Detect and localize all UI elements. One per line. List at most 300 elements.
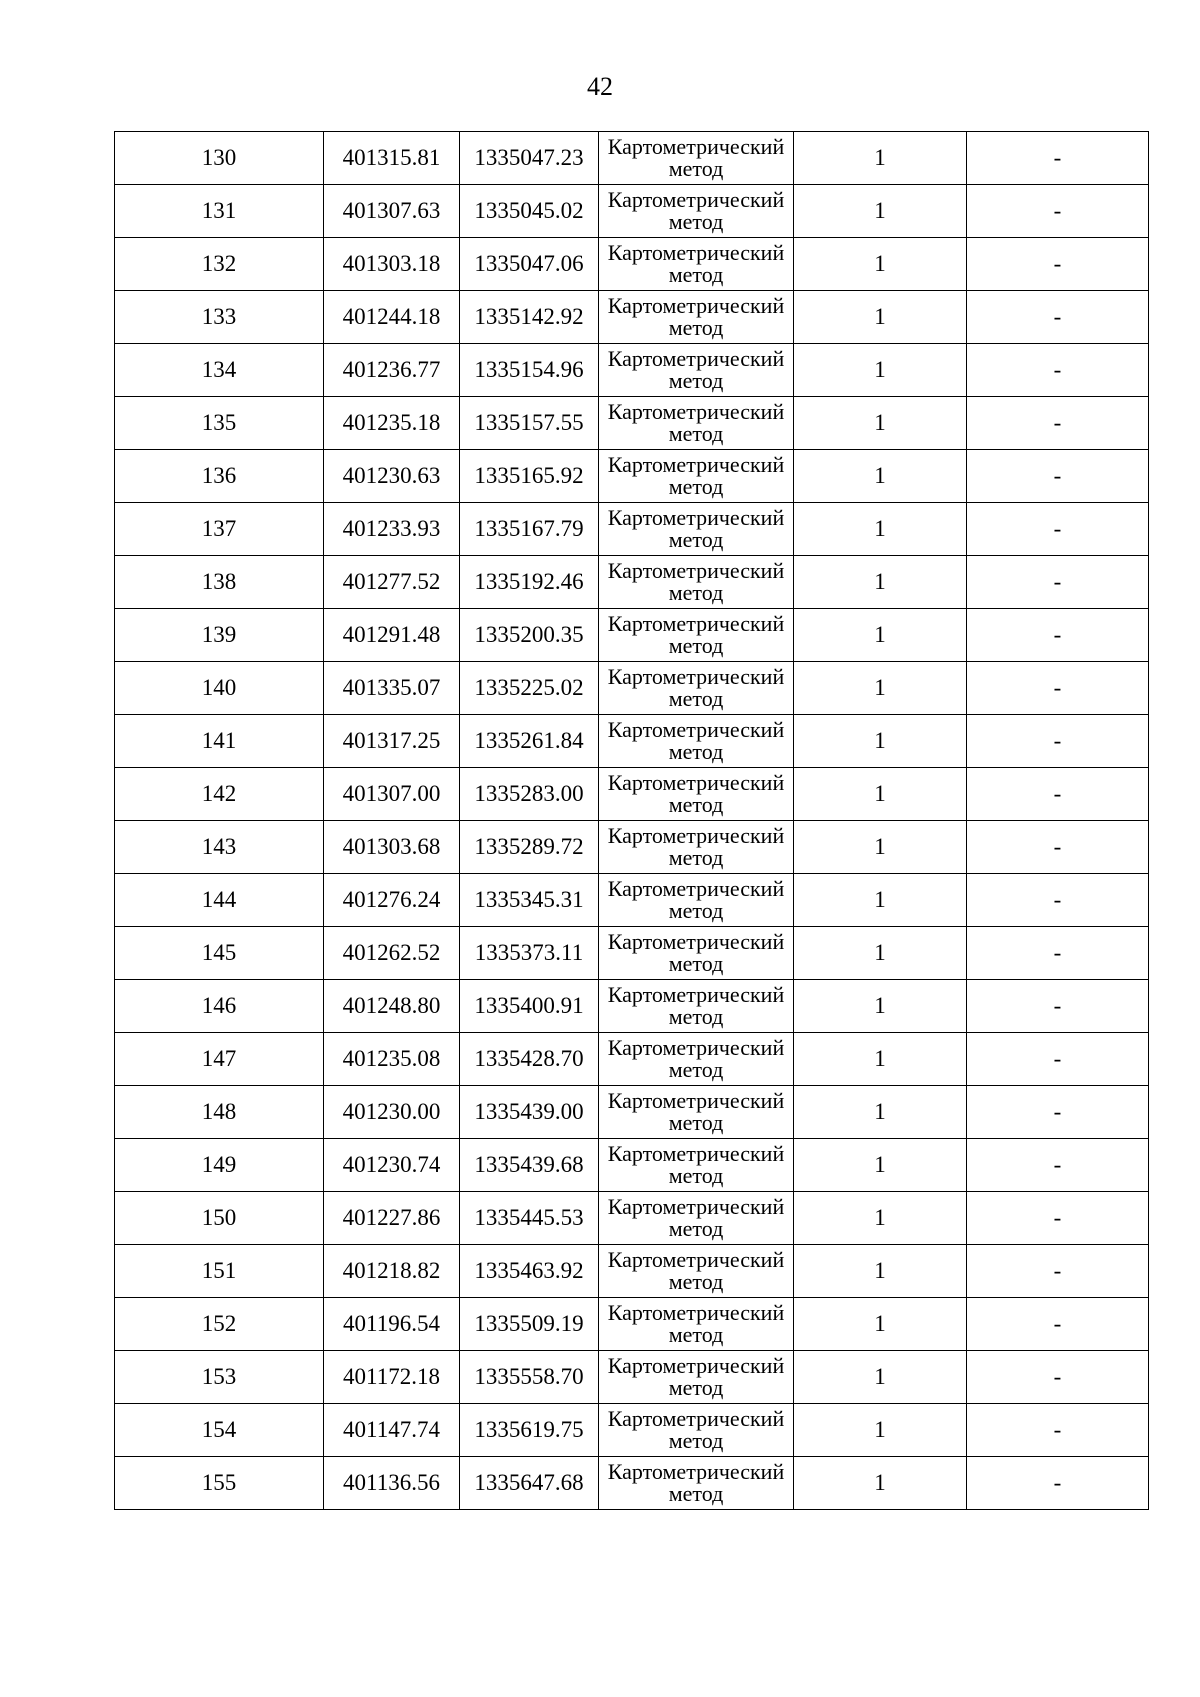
point-number-cell	[115, 874, 324, 927]
y-coordinate-cell	[460, 927, 599, 980]
method-line-2: метод	[668, 1057, 724, 1082]
y-value: 1335428.70	[474, 1046, 584, 1071]
note-value: -	[1053, 198, 1062, 223]
method-line-2: метод	[668, 792, 724, 817]
method-line-1: Картометрический	[607, 611, 785, 636]
note-cell	[967, 238, 1149, 291]
method-line-1: Картометрический	[607, 240, 785, 265]
y-value: 1335167.79	[474, 516, 584, 541]
y-value: 1335439.00	[474, 1099, 584, 1124]
note-value: -	[1053, 1258, 1062, 1283]
x-coordinate-cell	[324, 556, 460, 609]
x-coordinate-cell	[324, 662, 460, 715]
note-value: -	[1053, 1417, 1062, 1442]
method-line-2: метод	[668, 739, 724, 764]
y-coordinate-cell	[460, 874, 599, 927]
table-row	[115, 662, 1149, 715]
table-row	[115, 556, 1149, 609]
x-value: 401317.25	[342, 728, 441, 753]
accuracy-cell	[794, 662, 967, 715]
point-number-cell	[115, 715, 324, 768]
accuracy-cell	[794, 185, 967, 238]
y-coordinate-cell	[460, 1298, 599, 1351]
method-line-2: метод	[668, 1322, 724, 1347]
y-coordinate-cell	[460, 1139, 599, 1192]
method-cell	[599, 132, 794, 185]
y-coordinate-cell	[460, 1033, 599, 1086]
note-value: -	[1053, 1311, 1062, 1336]
point-number-cell	[115, 1139, 324, 1192]
method-cell	[599, 609, 794, 662]
method-line-2: метод	[668, 262, 724, 287]
method-line-2: метод	[668, 898, 724, 923]
accuracy-cell	[794, 768, 967, 821]
y-value: 1335463.92	[474, 1258, 584, 1283]
method-line-1: Картометрический	[607, 293, 785, 318]
note-value: -	[1053, 569, 1062, 594]
note-cell	[967, 1298, 1149, 1351]
point-value: 145	[201, 940, 237, 965]
x-value: 401248.80	[342, 993, 441, 1018]
accuracy-cell	[794, 1351, 967, 1404]
note-cell	[967, 715, 1149, 768]
y-value: 1335225.02	[474, 675, 584, 700]
accuracy-cell	[794, 1245, 967, 1298]
point-value: 154	[201, 1417, 237, 1442]
note-cell	[967, 1033, 1149, 1086]
x-coordinate-cell	[324, 980, 460, 1033]
note-value: -	[1053, 781, 1062, 806]
accuracy-cell	[794, 1404, 967, 1457]
table-row	[115, 503, 1149, 556]
x-value: 401291.48	[342, 622, 441, 647]
method-line-2: метод	[668, 1269, 724, 1294]
accuracy-value: 1	[874, 251, 886, 276]
y-coordinate-cell	[460, 556, 599, 609]
accuracy-value: 1	[874, 1205, 886, 1230]
accuracy-value: 1	[874, 1046, 886, 1071]
accuracy-value: 1	[874, 357, 886, 382]
x-coordinate-cell	[324, 1457, 460, 1510]
method-line-1: Картометрический	[607, 1141, 785, 1166]
table-row	[115, 927, 1149, 980]
note-value: -	[1053, 410, 1062, 435]
point-value: 146	[201, 993, 237, 1018]
table-row	[115, 821, 1149, 874]
table-row	[115, 1404, 1149, 1457]
note-value: -	[1053, 1046, 1062, 1071]
note-cell	[967, 662, 1149, 715]
y-coordinate-cell	[460, 344, 599, 397]
method-cell	[599, 768, 794, 821]
point-value: 140	[201, 675, 237, 700]
method-cell	[599, 291, 794, 344]
note-cell	[967, 1086, 1149, 1139]
accuracy-cell	[794, 1298, 967, 1351]
point-number-cell	[115, 291, 324, 344]
table-row	[115, 1245, 1149, 1298]
method-cell	[599, 715, 794, 768]
point-number-cell	[115, 980, 324, 1033]
table-row	[115, 1086, 1149, 1139]
method-line-2: метод	[668, 580, 724, 605]
method-line-1: Картометрический	[607, 823, 785, 848]
y-value: 1335619.75	[474, 1417, 584, 1442]
note-value: -	[1053, 251, 1062, 276]
method-line-1: Картометрический	[607, 1353, 785, 1378]
point-value: 149	[201, 1152, 237, 1177]
accuracy-cell	[794, 927, 967, 980]
point-value: 136	[201, 463, 237, 488]
method-line-1: Картометрический	[607, 505, 785, 530]
y-value: 1335400.91	[474, 993, 584, 1018]
x-coordinate-cell	[324, 344, 460, 397]
x-value: 401236.77	[342, 357, 441, 382]
point-value: 131	[201, 198, 237, 223]
method-line-1: Картометрический	[607, 1247, 785, 1272]
point-value: 134	[201, 357, 237, 382]
method-cell	[599, 1245, 794, 1298]
table-row	[115, 1298, 1149, 1351]
x-value: 401244.18	[342, 304, 441, 329]
y-value: 1335283.00	[474, 781, 584, 806]
method-line-1: Картометрический	[607, 452, 785, 477]
method-line-2: метод	[668, 1375, 724, 1400]
accuracy-cell	[794, 450, 967, 503]
accuracy-cell	[794, 238, 967, 291]
y-value: 1335373.11	[474, 940, 584, 965]
x-coordinate-cell	[324, 397, 460, 450]
method-cell	[599, 344, 794, 397]
method-line-2: метод	[668, 1481, 724, 1506]
note-value: -	[1053, 516, 1062, 541]
table-row	[115, 397, 1149, 450]
note-cell	[967, 344, 1149, 397]
point-value: 150	[201, 1205, 237, 1230]
y-value: 1335154.96	[474, 357, 584, 382]
note-cell	[967, 397, 1149, 450]
x-coordinate-cell	[324, 609, 460, 662]
x-value: 401227.86	[342, 1205, 441, 1230]
x-value: 401335.07	[342, 675, 441, 700]
x-value: 401147.74	[343, 1417, 440, 1442]
y-coordinate-cell	[460, 980, 599, 1033]
note-value: -	[1053, 1205, 1062, 1230]
table-row	[115, 874, 1149, 927]
point-value: 141	[201, 728, 237, 753]
y-coordinate-cell	[460, 1086, 599, 1139]
x-value: 401230.74	[342, 1152, 441, 1177]
x-value: 401277.52	[342, 569, 441, 594]
accuracy-cell	[794, 132, 967, 185]
point-number-cell	[115, 397, 324, 450]
note-value: -	[1053, 145, 1062, 170]
y-value: 1335647.68	[474, 1470, 584, 1495]
method-line-2: метод	[668, 1110, 724, 1135]
x-coordinate-cell	[324, 1404, 460, 1457]
point-number-cell	[115, 450, 324, 503]
x-value: 401307.00	[342, 781, 441, 806]
accuracy-value: 1	[874, 1364, 886, 1389]
method-cell	[599, 238, 794, 291]
note-cell	[967, 609, 1149, 662]
x-value: 401235.08	[342, 1046, 441, 1071]
method-cell	[599, 1086, 794, 1139]
method-cell	[599, 1351, 794, 1404]
method-line-1: Картометрический	[607, 1459, 785, 1484]
note-cell	[967, 1404, 1149, 1457]
note-value: -	[1053, 1470, 1062, 1495]
y-value: 1335445.53	[474, 1205, 584, 1230]
accuracy-value: 1	[874, 1470, 886, 1495]
y-coordinate-cell	[460, 185, 599, 238]
accuracy-cell	[794, 1457, 967, 1510]
point-number-cell	[115, 238, 324, 291]
method-line-1: Картометрический	[607, 770, 785, 795]
method-line-1: Картометрический	[607, 1035, 785, 1060]
y-coordinate-cell	[460, 821, 599, 874]
method-line-1: Картометрический	[607, 1300, 785, 1325]
x-coordinate-cell	[324, 503, 460, 556]
table-row	[115, 132, 1149, 185]
method-line-2: метод	[668, 474, 724, 499]
point-number-cell	[115, 1351, 324, 1404]
note-value: -	[1053, 1152, 1062, 1177]
accuracy-value: 1	[874, 304, 886, 329]
method-line-2: метод	[668, 1216, 724, 1241]
note-value: -	[1053, 622, 1062, 647]
accuracy-cell	[794, 1086, 967, 1139]
y-value: 1335157.55	[474, 410, 584, 435]
x-value: 401196.54	[343, 1311, 440, 1336]
note-cell	[967, 768, 1149, 821]
table-row	[115, 1033, 1149, 1086]
table-row	[115, 1192, 1149, 1245]
method-line-2: метод	[668, 421, 724, 446]
note-cell	[967, 1457, 1149, 1510]
coordinates-table	[114, 131, 1149, 1510]
x-coordinate-cell	[324, 821, 460, 874]
accuracy-cell	[794, 556, 967, 609]
x-coordinate-cell	[324, 1192, 460, 1245]
method-cell	[599, 1298, 794, 1351]
y-value: 1335509.19	[474, 1311, 584, 1336]
note-cell	[967, 1139, 1149, 1192]
x-value: 401230.00	[342, 1099, 441, 1124]
method-line-1: Картометрический	[607, 876, 785, 901]
accuracy-cell	[794, 1192, 967, 1245]
accuracy-value: 1	[874, 675, 886, 700]
x-coordinate-cell	[324, 450, 460, 503]
x-coordinate-cell	[324, 768, 460, 821]
accuracy-value: 1	[874, 728, 886, 753]
accuracy-cell	[794, 874, 967, 927]
y-value: 1335289.72	[474, 834, 584, 859]
method-cell	[599, 556, 794, 609]
point-number-cell	[115, 1192, 324, 1245]
accuracy-cell	[794, 291, 967, 344]
accuracy-value: 1	[874, 887, 886, 912]
method-line-1: Картометрический	[607, 1406, 785, 1431]
y-value: 1335045.02	[474, 198, 584, 223]
point-number-cell	[115, 556, 324, 609]
table-row	[115, 1139, 1149, 1192]
note-cell	[967, 821, 1149, 874]
x-coordinate-cell	[324, 1033, 460, 1086]
accuracy-value: 1	[874, 1417, 886, 1442]
x-coordinate-cell	[324, 1298, 460, 1351]
accuracy-value: 1	[874, 410, 886, 435]
y-coordinate-cell	[460, 1351, 599, 1404]
note-value: -	[1053, 463, 1062, 488]
y-coordinate-cell	[460, 1457, 599, 1510]
note-cell	[967, 1351, 1149, 1404]
table-row	[115, 609, 1149, 662]
point-number-cell	[115, 1457, 324, 1510]
table-row	[115, 344, 1149, 397]
y-coordinate-cell	[460, 1192, 599, 1245]
note-value: -	[1053, 675, 1062, 700]
page-number: 42	[587, 72, 613, 101]
coordinates-table-body	[115, 132, 1149, 1510]
table-row	[115, 980, 1149, 1033]
note-cell	[967, 450, 1149, 503]
method-cell	[599, 1139, 794, 1192]
accuracy-value: 1	[874, 1099, 886, 1124]
point-number-cell	[115, 1245, 324, 1298]
note-cell	[967, 1192, 1149, 1245]
accuracy-value: 1	[874, 1258, 886, 1283]
x-value: 401303.18	[342, 251, 441, 276]
method-cell	[599, 980, 794, 1033]
accuracy-cell	[794, 397, 967, 450]
table-row	[115, 238, 1149, 291]
x-coordinate-cell	[324, 1139, 460, 1192]
note-cell	[967, 503, 1149, 556]
table-row	[115, 768, 1149, 821]
accuracy-cell	[794, 821, 967, 874]
note-cell	[967, 132, 1149, 185]
x-value: 401218.82	[342, 1258, 441, 1283]
point-value: 147	[201, 1046, 237, 1071]
y-coordinate-cell	[460, 662, 599, 715]
note-value: -	[1053, 1364, 1062, 1389]
point-value: 135	[201, 410, 237, 435]
accuracy-value: 1	[874, 1311, 886, 1336]
x-value: 401172.18	[343, 1364, 440, 1389]
accuracy-cell	[794, 609, 967, 662]
method-line-2: метод	[668, 633, 724, 658]
x-coordinate-cell	[324, 291, 460, 344]
method-line-1: Картометрический	[607, 346, 785, 371]
x-value: 401276.24	[342, 887, 441, 912]
method-line-2: метод	[668, 156, 724, 181]
x-coordinate-cell	[324, 132, 460, 185]
y-coordinate-cell	[460, 291, 599, 344]
y-value: 1335345.31	[474, 887, 584, 912]
x-value: 401262.52	[342, 940, 441, 965]
accuracy-cell	[794, 715, 967, 768]
x-coordinate-cell	[324, 185, 460, 238]
y-coordinate-cell	[460, 1245, 599, 1298]
note-value: -	[1053, 357, 1062, 382]
note-cell	[967, 556, 1149, 609]
point-value: 151	[201, 1258, 237, 1283]
y-coordinate-cell	[460, 132, 599, 185]
method-line-1: Картометрический	[607, 1088, 785, 1113]
accuracy-value: 1	[874, 622, 886, 647]
method-cell	[599, 1404, 794, 1457]
note-value: -	[1053, 993, 1062, 1018]
note-value: -	[1053, 834, 1062, 859]
point-value: 130	[201, 145, 237, 170]
note-cell	[967, 927, 1149, 980]
table-row	[115, 450, 1149, 503]
accuracy-cell	[794, 1139, 967, 1192]
y-coordinate-cell	[460, 503, 599, 556]
method-line-2: метод	[668, 209, 724, 234]
method-line-1: Картометрический	[607, 717, 785, 742]
accuracy-cell	[794, 980, 967, 1033]
method-line-2: метод	[668, 368, 724, 393]
y-coordinate-cell	[460, 450, 599, 503]
method-cell	[599, 927, 794, 980]
x-value: 401307.63	[342, 198, 441, 223]
method-cell	[599, 662, 794, 715]
accuracy-value: 1	[874, 198, 886, 223]
x-value: 401233.93	[342, 516, 441, 541]
note-value: -	[1053, 887, 1062, 912]
method-line-2: метод	[668, 315, 724, 340]
point-number-cell	[115, 132, 324, 185]
point-number-cell	[115, 1086, 324, 1139]
accuracy-value: 1	[874, 145, 886, 170]
method-cell	[599, 397, 794, 450]
point-number-cell	[115, 927, 324, 980]
table-row	[115, 1351, 1149, 1404]
x-coordinate-cell	[324, 238, 460, 291]
method-line-2: метод	[668, 951, 724, 976]
accuracy-cell	[794, 344, 967, 397]
point-value: 144	[201, 887, 237, 912]
x-coordinate-cell	[324, 874, 460, 927]
method-cell	[599, 874, 794, 927]
note-cell	[967, 291, 1149, 344]
x-value: 401315.81	[342, 145, 441, 170]
method-line-1: Картометрический	[607, 1194, 785, 1219]
x-value: 401230.63	[342, 463, 441, 488]
method-line-1: Картометрический	[607, 982, 785, 1007]
method-line-2: метод	[668, 1004, 724, 1029]
y-value: 1335165.92	[474, 463, 584, 488]
point-value: 142	[201, 781, 237, 806]
point-number-cell	[115, 1033, 324, 1086]
method-cell	[599, 450, 794, 503]
method-line-2: метод	[668, 1163, 724, 1188]
accuracy-value: 1	[874, 993, 886, 1018]
note-value: -	[1053, 728, 1062, 753]
y-value: 1335142.92	[474, 304, 584, 329]
point-value: 155	[201, 1470, 237, 1495]
x-value: 401136.56	[343, 1470, 440, 1495]
point-number-cell	[115, 1404, 324, 1457]
accuracy-value: 1	[874, 516, 886, 541]
point-value: 148	[201, 1099, 237, 1124]
accuracy-value: 1	[874, 569, 886, 594]
point-number-cell	[115, 821, 324, 874]
accuracy-value: 1	[874, 834, 886, 859]
y-coordinate-cell	[460, 609, 599, 662]
